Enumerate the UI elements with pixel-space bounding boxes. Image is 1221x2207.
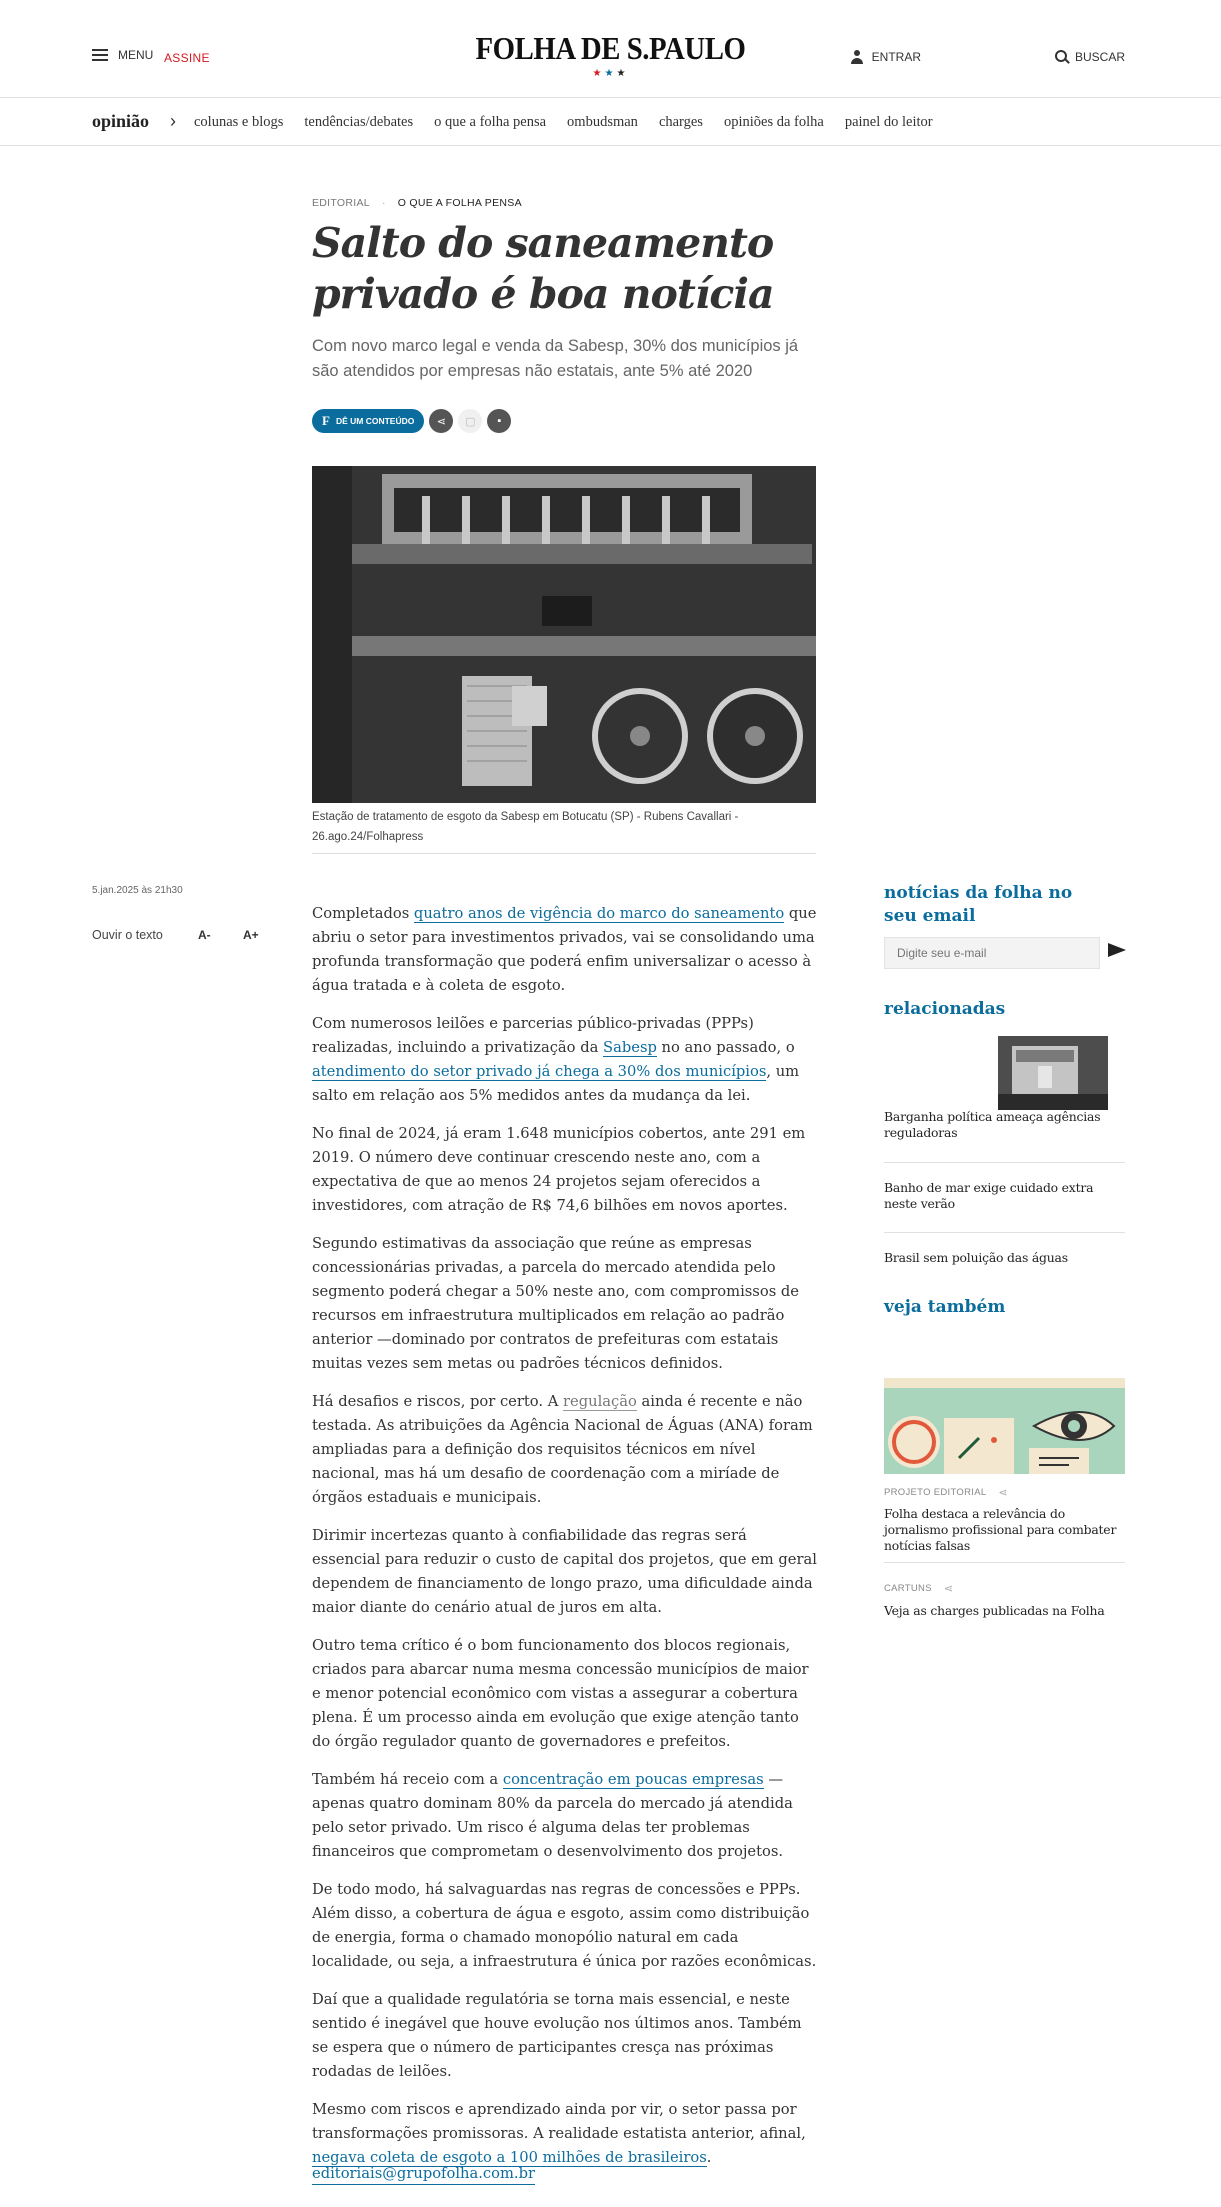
see-also-thumbnail[interactable]: [884, 1378, 1125, 1474]
search-label: BUSCAR: [1074, 50, 1125, 64]
related-item[interactable]: Brasil sem poluição das águas: [884, 1250, 1068, 1265]
font-increase-button[interactable]: A+: [243, 928, 259, 942]
building-image: [998, 1036, 1108, 1110]
nav-item-o-que-a-folha-pensa[interactable]: o que a folha pensa: [434, 114, 547, 130]
paragraph: [312, 1390, 818, 1510]
text: no ano passado, o: [656, 1039, 795, 1056]
related-thumbnail[interactable]: [998, 1036, 1108, 1110]
text: .: [706, 2149, 712, 2166]
login-label: ENTRAR: [871, 50, 921, 64]
kicker-editorial[interactable]: EDITORIAL: [312, 197, 370, 209]
text: que abriu o setor para investimentos privados, vai se consolidando uma profunda transformação que poderá enfim universalizar o acesso à água tratada e à coleta de esgoto.: [312, 905, 817, 994]
kicker-separator: ·: [381, 197, 386, 209]
send-arrow-icon[interactable]: [1108, 943, 1126, 957]
paragraph: No final de 2024, já eram 1.648 municípios cobertos, ante 291 em 2019. O número deve continuar crescendo neste ano, com a expectativa de que ao menos 24 projetos sejam oferecidos a investidores, com atração de R$ 74,6 bilhões em novos aportes.: [312, 1125, 806, 1214]
editorial-email-link[interactable]: editoriais@grupofolha.com.br: [312, 2164, 535, 2185]
section-title[interactable]: opinião: [92, 111, 150, 131]
divider: [884, 1562, 1125, 1563]
see-also-label: [884, 1582, 953, 1595]
divider: [884, 1162, 1125, 1163]
see-also-category: PROJETO EDITORIAL: [884, 1487, 987, 1498]
folha-f-icon: F: [322, 413, 330, 428]
section-nav: [0, 98, 1221, 146]
paragraph: Daí que a qualidade regulatória se torna mais essencial, e neste sentido é inegável que houve evolução nos últimos anos. Também se espera que o número de participantes cresça nas próximas rodadas de leilões.: [312, 1991, 802, 2080]
see-also-category: CARTUNS: [884, 1583, 932, 1594]
paragraph: [312, 1012, 818, 1108]
text: Também há receio com a: [312, 1771, 503, 1788]
kicker-section[interactable]: O QUE A FOLHA PENSA: [397, 197, 522, 209]
divider: [884, 1232, 1125, 1233]
aerial-treatment-plant-image: [312, 466, 816, 803]
site-header: [0, 0, 1221, 98]
comments-button[interactable]: [487, 409, 511, 433]
search-icon: [1055, 50, 1069, 64]
share-icon[interactable]: ⋖: [998, 1487, 1008, 1499]
publish-date: 5.jan.2025 às 21h30: [92, 885, 183, 896]
paragraph: Dirimir incertezas quanto à confiabilidade das regras será essencial para reduzir o custo de capital dos projetos, que em geral dependem de financiamento de longo prazo, uma dificuldade ainda maior diante do cenário atual de juros em alta.: [312, 1527, 817, 1616]
see-also-item[interactable]: Veja as charges publicadas na Folha: [884, 1603, 1105, 1618]
nav-item-colunas[interactable]: colunas e blogs: [194, 114, 284, 130]
nav-item-painel[interactable]: painel do leitor: [844, 114, 933, 130]
print-icon: ▢: [465, 415, 476, 428]
font-decrease-button[interactable]: A-: [198, 928, 211, 942]
print-button[interactable]: [458, 409, 482, 433]
share-icon[interactable]: ⋖: [943, 1583, 954, 1595]
paragraph: [312, 2098, 818, 2170]
see-also-item[interactable]: Folha destaca a relevância do jornalismo profissional para combater notícias falsas: [884, 1506, 1117, 1553]
link-sabesp[interactable]: Sabesp: [603, 1039, 657, 1056]
paragraph: De todo modo, há salvaguardas nas regras de concessões e PPPs. Além disso, a cobertura de água e esgoto, assim como distribuição de energia, forma o chamado monopólio natural em cada localidade, ou seja, a infraestrutura é única por razões econômicas.: [312, 1881, 817, 1970]
folha-logo[interactable]: FOLHA DE S.PAULO: [475, 30, 746, 66]
article-body: [312, 902, 818, 2184]
give-content-button[interactable]: [312, 409, 424, 433]
related-item[interactable]: Barganha política ameaça agências reguladoras: [884, 1109, 1101, 1140]
paragraph: Outro tema crítico é o bom funcionamento dos blocos regionais, criados para abarcar numa mesma concessão municípios de maior e menor potencial econômico com vistas a assegurar a cobertura plena. É um processo ainda em evolução que exige atenção tanto do órgão regulador quanto de governadores e prefeitos.: [312, 1637, 809, 1750]
related-title: relacionadas: [884, 999, 1006, 1019]
paragraph: [312, 902, 818, 998]
link-coleta-esgoto[interactable]: negava coleta de esgoto a 100 milhões de brasileiros: [312, 2149, 707, 2166]
see-also-label: [884, 1486, 1008, 1499]
comment-icon: ▪: [497, 415, 502, 427]
nav-item-charges[interactable]: charges: [658, 114, 703, 130]
share-icon: ⋖: [436, 415, 446, 428]
newsletter-email-input[interactable]: [884, 937, 1100, 969]
user-icon: [850, 50, 864, 64]
article-toolbar: [312, 409, 511, 433]
subscribe-link[interactable]: ASSINE: [164, 51, 210, 65]
section-nav-list: [194, 114, 933, 131]
text: —apenas quatro dominam 80% da parcela do mercado já atendida pelo setor privado. Um risco é alguma delas ter problemas financeiros que comprometam o desenvolvimento dos projetos.: [312, 1771, 793, 1860]
illustration-eye-image: [884, 1378, 1125, 1474]
login-button[interactable]: [850, 50, 921, 64]
link-regulacao[interactable]: regulação: [563, 1393, 637, 1410]
logo-stars: [0, 68, 1221, 79]
link-concentracao[interactable]: concentração em poucas empresas: [502, 1771, 764, 1788]
nav-item-tendencias[interactable]: tendências/debates: [304, 114, 414, 130]
star-icon: ★: [616, 68, 629, 79]
related-item[interactable]: Banho de mar exige cuidado extra neste verão: [884, 1180, 1094, 1211]
share-button[interactable]: [429, 409, 453, 433]
text: Mesmo com riscos e aprendizado ainda por vir, o setor passa por transformações promissoras. A realidade estatista anterior, afinal,: [312, 2101, 806, 2142]
nav-item-opinioes[interactable]: opiniões da folha: [723, 114, 824, 130]
article-kicker: [312, 197, 522, 209]
text: Com numerosos leilões e parcerias público-privadas (PPPs) realizadas, incluindo a privatização da: [312, 1015, 754, 1056]
article-photo: [312, 466, 816, 803]
star-icon: ★: [604, 68, 617, 79]
article-subtitle: Com novo marco legal e venda da Sabesp, 30% dos municípios já são atendidos por empresas não estatais, ante 5% até 2020: [312, 337, 799, 380]
link-atendimento-privado[interactable]: atendimento do setor privado já chega a 30% dos municípios: [312, 1063, 767, 1080]
text: Há desafios e riscos, por certo. A: [312, 1393, 563, 1410]
text: , um salto em relação aos 5% medidos antes da mudança da lei.: [312, 1063, 800, 1104]
menu-label: MENU: [118, 48, 154, 62]
star-icon: ★: [592, 68, 605, 79]
article-title: Salto do saneamento privado é boa notícia: [312, 219, 774, 318]
link-marco-saneamento[interactable]: quatro anos de vigência do marco do saneamento: [413, 905, 785, 922]
paragraph: [312, 1768, 818, 1864]
newsletter-title: notícias da folha no seu email: [884, 883, 1073, 926]
nav-item-ombudsman[interactable]: ombudsman: [567, 114, 638, 130]
search-button[interactable]: [1055, 50, 1125, 64]
text: Completados: [312, 905, 414, 922]
text: ainda é recente e não testada. As atribuições da Agência Nacional de Águas (ANA) foram ampliadas para a definição dos requisitos técnicos em nível nacional, mas há um desafio de coordenação com a miríade de órgãos estaduais e municipais.: [312, 1393, 813, 1506]
give-content-label: DÊ UM CONTEÚDO: [335, 416, 415, 426]
paragraph: Segundo estimativas da associação que reúne as empresas concessionárias privadas, a parcela do mercado atendida pelo segmento poderá chegar a 50% neste ano, com compromissos de recursos em infraestrutura multiplicados em relação ao padrão anterior —dominado por contratos de prefeituras com estatais muitas vezes sem metas ou padrões técnicos definidos.: [312, 1235, 799, 1372]
chevron-right-icon: ›: [170, 111, 176, 131]
listen-button[interactable]: Ouvir o texto: [92, 928, 163, 942]
see-also-title: veja também: [884, 1297, 1006, 1317]
photo-caption: Estação de tratamento de esgoto da Sabesp em Botucatu (SP) - Rubens Cavallari - 26.ago.24/Folhapress: [312, 807, 816, 854]
